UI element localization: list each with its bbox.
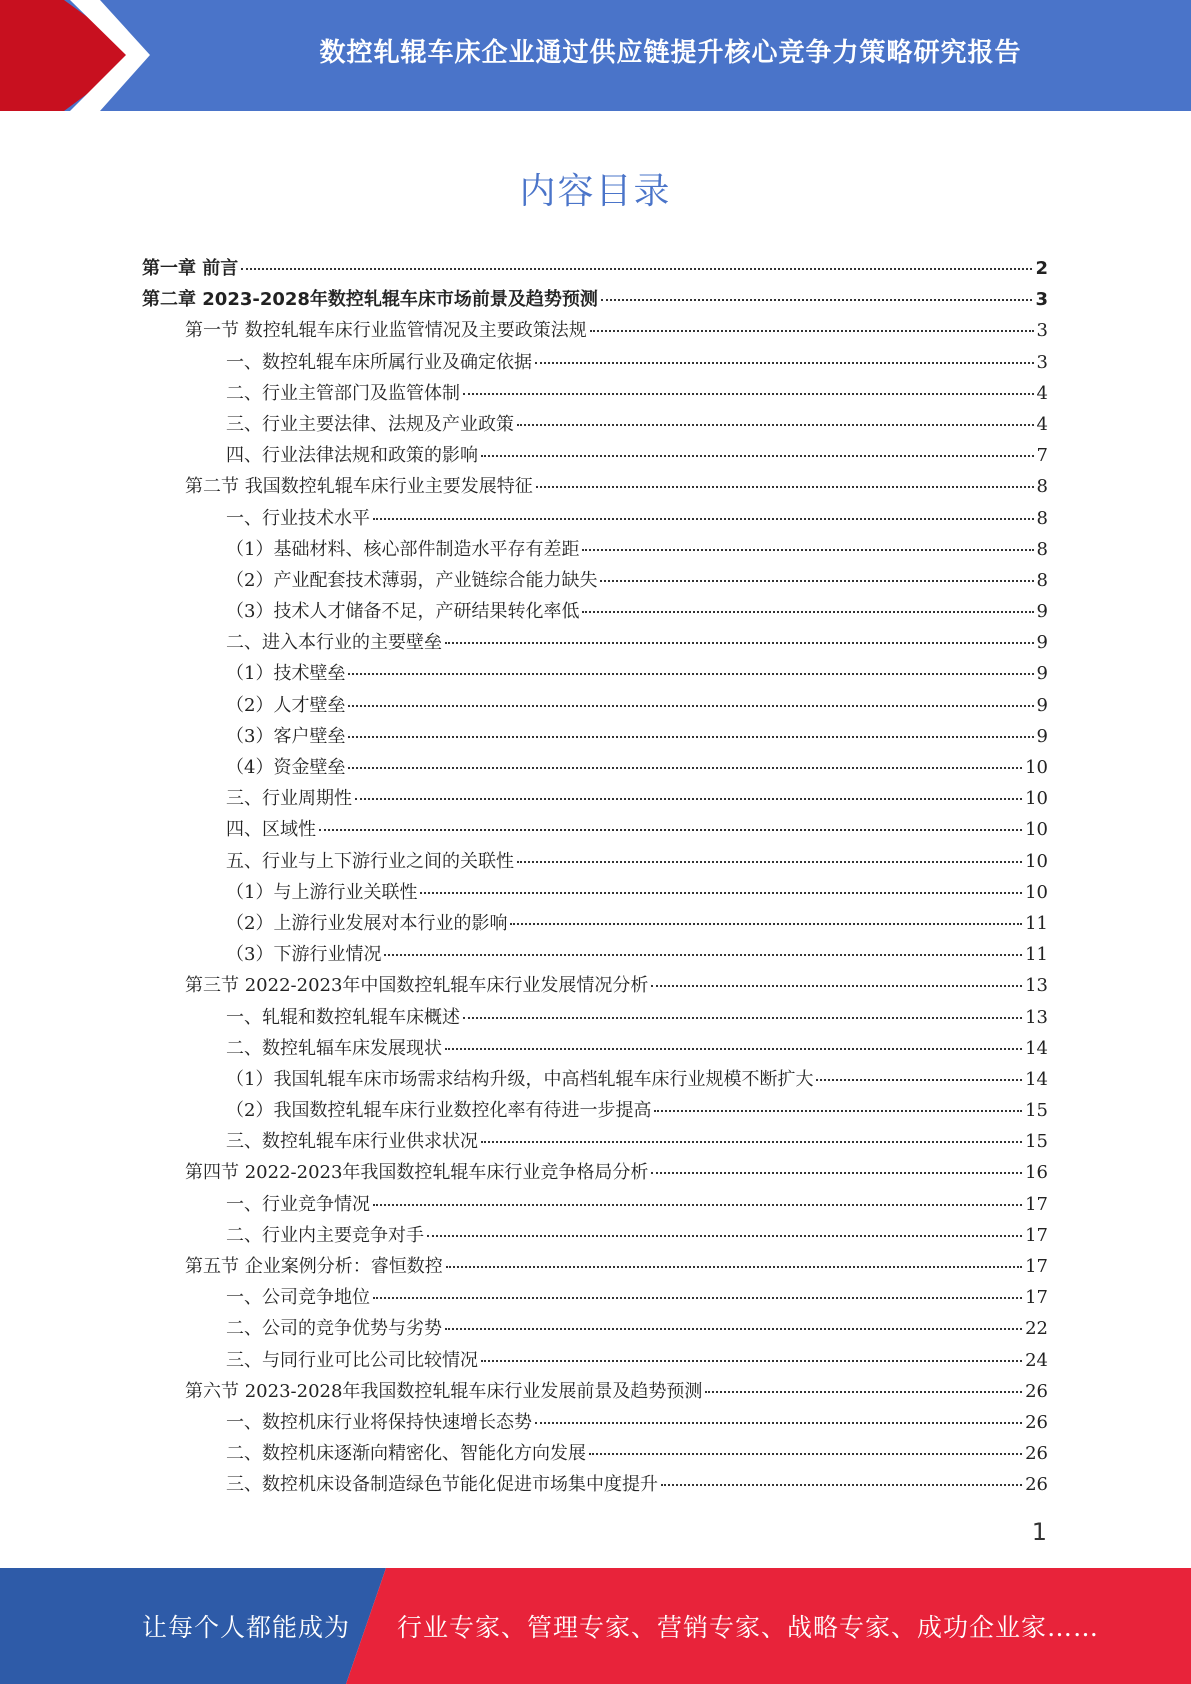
toc-entry[interactable] xyxy=(142,847,1048,878)
toc-entry-page: 2 xyxy=(1035,258,1048,279)
toc-entry-label: 一、公司竞争地位 xyxy=(226,1287,370,1309)
toc-entry-label: （1）我国轧辊车床市场需求结构升级，中高档轧辊车床行业规模不断扩大 xyxy=(226,1068,814,1090)
toc-dot-leader xyxy=(348,705,1033,707)
toc-entry-label: （1）技术壁垒 xyxy=(226,663,346,685)
toc-entry[interactable] xyxy=(142,410,1048,441)
toc-dot-leader xyxy=(651,985,1022,987)
footer-slogan-left: 让每个人都能成为 xyxy=(142,1613,351,1642)
toc-dot-leader xyxy=(536,486,1034,488)
toc-entry-label: 一、数控轧辊车床所属行业及确定依据 xyxy=(226,351,532,373)
toc-heading: 内容目录 xyxy=(519,171,672,212)
toc-entry[interactable] xyxy=(142,1127,1048,1158)
toc-entry[interactable] xyxy=(142,1190,1048,1221)
toc-entry-label: 二、行业主管部门及监管体制 xyxy=(226,382,460,404)
toc-entry-label: 二、进入本行业的主要壁垒 xyxy=(226,632,442,654)
toc-dot-leader xyxy=(481,455,1034,457)
toc-entry-label: 三、数控轧辊车床行业供求状况 xyxy=(226,1131,478,1153)
toc-entry-page: 7 xyxy=(1036,445,1048,467)
toc-entry-page: 9 xyxy=(1036,663,1048,685)
toc-entry-page: 14 xyxy=(1025,1068,1048,1090)
footer-banner xyxy=(0,1568,1191,1684)
toc-entry[interactable] xyxy=(142,1034,1048,1065)
toc-entry[interactable] xyxy=(142,472,1048,503)
toc-entry-label: 三、与同行业可比公司比较情况 xyxy=(226,1349,478,1371)
toc-entry-label: （1）基础材料、核心部件制造水平存有差距 xyxy=(226,538,580,560)
toc-dot-leader xyxy=(582,549,1033,551)
toc-entry-page: 26 xyxy=(1025,1411,1048,1433)
toc-entry[interactable] xyxy=(142,691,1048,722)
toc-entry[interactable] xyxy=(142,1003,1048,1034)
toc-entry[interactable] xyxy=(142,1065,1048,1096)
page-number: 1 xyxy=(1031,1518,1047,1546)
toc-entry-page: 10 xyxy=(1025,788,1048,810)
toc-entry-page: 26 xyxy=(1025,1443,1048,1465)
toc-entry-page: 13 xyxy=(1025,975,1048,997)
toc-entry-label: 二、数控轧辐车床发展现状 xyxy=(226,1037,442,1059)
toc-entry[interactable] xyxy=(142,971,1048,1002)
toc-entry[interactable] xyxy=(142,1408,1048,1439)
toc-entry-page: 16 xyxy=(1025,1162,1048,1184)
toc-entry-page: 10 xyxy=(1025,757,1048,778)
toc-entry-page: 17 xyxy=(1025,1193,1048,1215)
toc-entry-label: 第三节 2022-2023年中国数控轧辊车床行业发展情况分析 xyxy=(185,975,649,997)
toc-entry[interactable] xyxy=(142,1470,1048,1501)
toc-entry-page: 17 xyxy=(1025,1256,1048,1277)
toc-dot-leader xyxy=(654,1110,1022,1112)
toc-entry-label: 一、行业竞争情况 xyxy=(226,1193,370,1215)
toc-dot-leader xyxy=(373,518,1034,520)
toc-dot-leader xyxy=(384,954,1022,956)
toc-dot-leader xyxy=(517,861,1022,863)
toc-entry-label: 三、数控机床设备制造绿色节能化促进市场集中度提升 xyxy=(226,1474,658,1496)
toc-entry-page: 26 xyxy=(1025,1380,1048,1402)
toc-entry-label: 五、行业与上下游行业之间的关联性 xyxy=(226,850,514,872)
toc-entry-page: 14 xyxy=(1025,1037,1048,1059)
toc-entry-page: 3 xyxy=(1035,289,1048,311)
toc-entry[interactable] xyxy=(142,753,1048,784)
toc-entry-page: 26 xyxy=(1025,1474,1048,1496)
toc-entry-page: 8 xyxy=(1036,476,1048,498)
toc-entry-label: （2）上游行业发展对本行业的影响 xyxy=(226,912,508,934)
toc-entry-page: 9 xyxy=(1036,694,1048,716)
report-title: 数控轧辊车床企业通过供应链提升核心竞争力策略研究报告 xyxy=(319,37,1022,68)
toc-dot-leader xyxy=(535,362,1034,364)
toc-dot-leader xyxy=(600,580,1033,582)
toc-entry-label: 二、公司的竞争优势与劣势 xyxy=(226,1318,442,1340)
toc-entry-page: 24 xyxy=(1025,1349,1048,1371)
toc-dot-leader xyxy=(445,642,1034,644)
toc-entry-page: 11 xyxy=(1025,944,1048,966)
toc-dot-leader xyxy=(319,829,1022,831)
toc-entry[interactable] xyxy=(142,566,1048,597)
toc-entry-label: 三、行业主要法律、法规及产业政策 xyxy=(226,413,514,435)
toc-dot-leader xyxy=(651,1172,1022,1174)
toc-entry[interactable] xyxy=(142,628,1048,659)
toc-entry-page: 10 xyxy=(1025,850,1048,872)
toc-dot-leader xyxy=(420,892,1022,894)
toc-entry-page: 4 xyxy=(1036,382,1048,404)
toc-dot-leader xyxy=(241,268,1032,270)
toc-entry[interactable] xyxy=(142,659,1048,690)
toc-dot-leader xyxy=(348,673,1033,675)
toc-dot-leader xyxy=(601,299,1033,301)
toc-entry-page: 3 xyxy=(1036,351,1048,373)
toc-entry-label: （2）人才壁垒 xyxy=(226,694,346,716)
toc-entry[interactable] xyxy=(142,784,1048,815)
toc-entry[interactable] xyxy=(142,1346,1048,1377)
toc-entry-label: 四、区域性 xyxy=(226,819,316,841)
toc-entry-label: 三、行业周期性 xyxy=(226,788,352,810)
toc-entry[interactable] xyxy=(142,379,1048,410)
toc-dot-leader xyxy=(661,1484,1022,1486)
toc-entry-page: 9 xyxy=(1036,601,1048,623)
toc-entry[interactable] xyxy=(142,1377,1048,1408)
toc-entry-label: 一、行业技术水平 xyxy=(226,507,370,529)
toc-entry[interactable] xyxy=(142,441,1048,472)
toc-entry[interactable] xyxy=(142,254,1048,285)
toc-entry-page: 17 xyxy=(1025,1287,1048,1309)
toc-entry[interactable] xyxy=(142,285,1048,316)
toc-dot-leader xyxy=(582,611,1033,613)
toc-entry-page: 17 xyxy=(1025,1224,1048,1246)
toc-entry-page: 15 xyxy=(1025,1100,1048,1122)
toc-entry-label: （2）产业配套技术薄弱，产业链综合能力缺失 xyxy=(226,569,598,591)
toc-entry-label: （3）技术人才储备不足，产研结果转化率低 xyxy=(226,601,580,623)
toc-entry-page: 22 xyxy=(1025,1318,1048,1340)
toc-dot-leader xyxy=(705,1391,1022,1393)
toc-entry-page: 8 xyxy=(1036,538,1048,560)
toc-entry-label: （4）资金壁垒 xyxy=(226,757,346,778)
toc-entry-label: （1）与上游行业关联性 xyxy=(226,881,418,903)
toc-dot-leader xyxy=(427,1235,1022,1237)
toc-entry-label: 一、轧辊和数控轧辊车床概述 xyxy=(226,1006,460,1028)
toc-entry-page: 3 xyxy=(1036,320,1048,342)
table-of-contents xyxy=(142,254,1048,1502)
toc-entry[interactable] xyxy=(142,504,1048,535)
toc-entry-label: 一、数控机床行业将保持快速增长态势 xyxy=(226,1411,532,1433)
toc-entry[interactable] xyxy=(142,1096,1048,1127)
toc-entry-label: 第二节 我国数控轧辊车床行业主要发展特征 xyxy=(185,476,533,498)
toc-entry[interactable] xyxy=(142,597,1048,628)
toc-entry[interactable] xyxy=(142,940,1048,971)
toc-entry-page: 15 xyxy=(1025,1131,1048,1153)
toc-entry-page: 4 xyxy=(1036,413,1048,435)
toc-dot-leader xyxy=(463,393,1034,395)
toc-entry-label: 四、行业法律法规和政策的影响 xyxy=(226,445,478,467)
toc-entry[interactable] xyxy=(142,815,1048,846)
toc-dot-leader xyxy=(589,1453,1022,1455)
toc-entry[interactable] xyxy=(142,316,1048,347)
header-banner xyxy=(0,0,1191,111)
toc-entry[interactable] xyxy=(142,1221,1048,1252)
toc-entry[interactable] xyxy=(142,1439,1048,1470)
toc-entry-page: 11 xyxy=(1025,912,1048,934)
toc-dot-leader xyxy=(481,1360,1022,1362)
toc-entry-page: 10 xyxy=(1025,819,1048,841)
toc-entry-label: 二、数控机床逐渐向精密化、智能化方向发展 xyxy=(226,1443,586,1465)
toc-dot-leader xyxy=(355,798,1022,800)
toc-dot-leader xyxy=(373,1297,1022,1299)
toc-entry[interactable] xyxy=(142,878,1048,909)
toc-entry[interactable] xyxy=(142,909,1048,940)
toc-entry-label: 第一章 前言 xyxy=(142,258,239,279)
toc-entry-page: 8 xyxy=(1036,569,1048,591)
toc-entry-page: 8 xyxy=(1036,507,1048,529)
toc-entry-label: 第四节 2022-2023年我国数控轧辊车床行业竞争格局分析 xyxy=(185,1162,649,1184)
toc-dot-leader xyxy=(463,1017,1022,1019)
toc-dot-leader xyxy=(348,767,1022,769)
toc-dot-leader xyxy=(816,1079,1022,1081)
toc-entry[interactable] xyxy=(142,1314,1048,1345)
toc-dot-leader xyxy=(348,736,1033,738)
toc-entry[interactable] xyxy=(142,348,1048,379)
toc-dot-leader xyxy=(445,1048,1022,1050)
toc-entry[interactable] xyxy=(142,722,1048,753)
toc-entry-page: 9 xyxy=(1036,725,1048,747)
toc-entry[interactable] xyxy=(142,1283,1048,1314)
toc-entry-label: （3）客户壁垒 xyxy=(226,725,346,747)
toc-dot-leader xyxy=(373,1204,1022,1206)
toc-entry-label: （3）下游行业情况 xyxy=(226,944,382,966)
footer-slogan-right: 行业专家、管理专家、营销专家、战略专家、成功企业家…… xyxy=(397,1613,1100,1642)
toc-entry-label: 第六节 2023-2028年我国数控轧辊车床行业发展前景及趋势预测 xyxy=(185,1380,703,1402)
toc-entry-label: 第二章 2023-2028年数控轧辊车床市场前景及趋势预测 xyxy=(142,289,598,311)
toc-entry-page: 9 xyxy=(1036,632,1048,654)
toc-entry[interactable] xyxy=(142,1252,1048,1283)
toc-dot-leader xyxy=(535,1422,1022,1424)
toc-entry-label: 第五节 企业案例分析：睿恒数控 xyxy=(185,1256,443,1277)
toc-entry[interactable] xyxy=(142,535,1048,566)
toc-dot-leader xyxy=(445,1328,1022,1330)
toc-entry-label: 第一节 数控轧辊车床行业监管情况及主要政策法规 xyxy=(185,320,587,342)
toc-entry-page: 13 xyxy=(1025,1006,1048,1028)
toc-entry-page: 10 xyxy=(1025,881,1048,903)
toc-dot-leader xyxy=(510,923,1022,925)
toc-dot-leader xyxy=(481,1141,1022,1143)
toc-entry-label: 二、行业内主要竞争对手 xyxy=(226,1224,424,1246)
toc-entry[interactable] xyxy=(142,1158,1048,1189)
toc-entry-label: （2）我国数控轧辊车床行业数控化率有待进一步提高 xyxy=(226,1100,652,1122)
toc-dot-leader xyxy=(517,424,1034,426)
toc-dot-leader xyxy=(590,330,1034,332)
toc-dot-leader xyxy=(446,1266,1022,1268)
